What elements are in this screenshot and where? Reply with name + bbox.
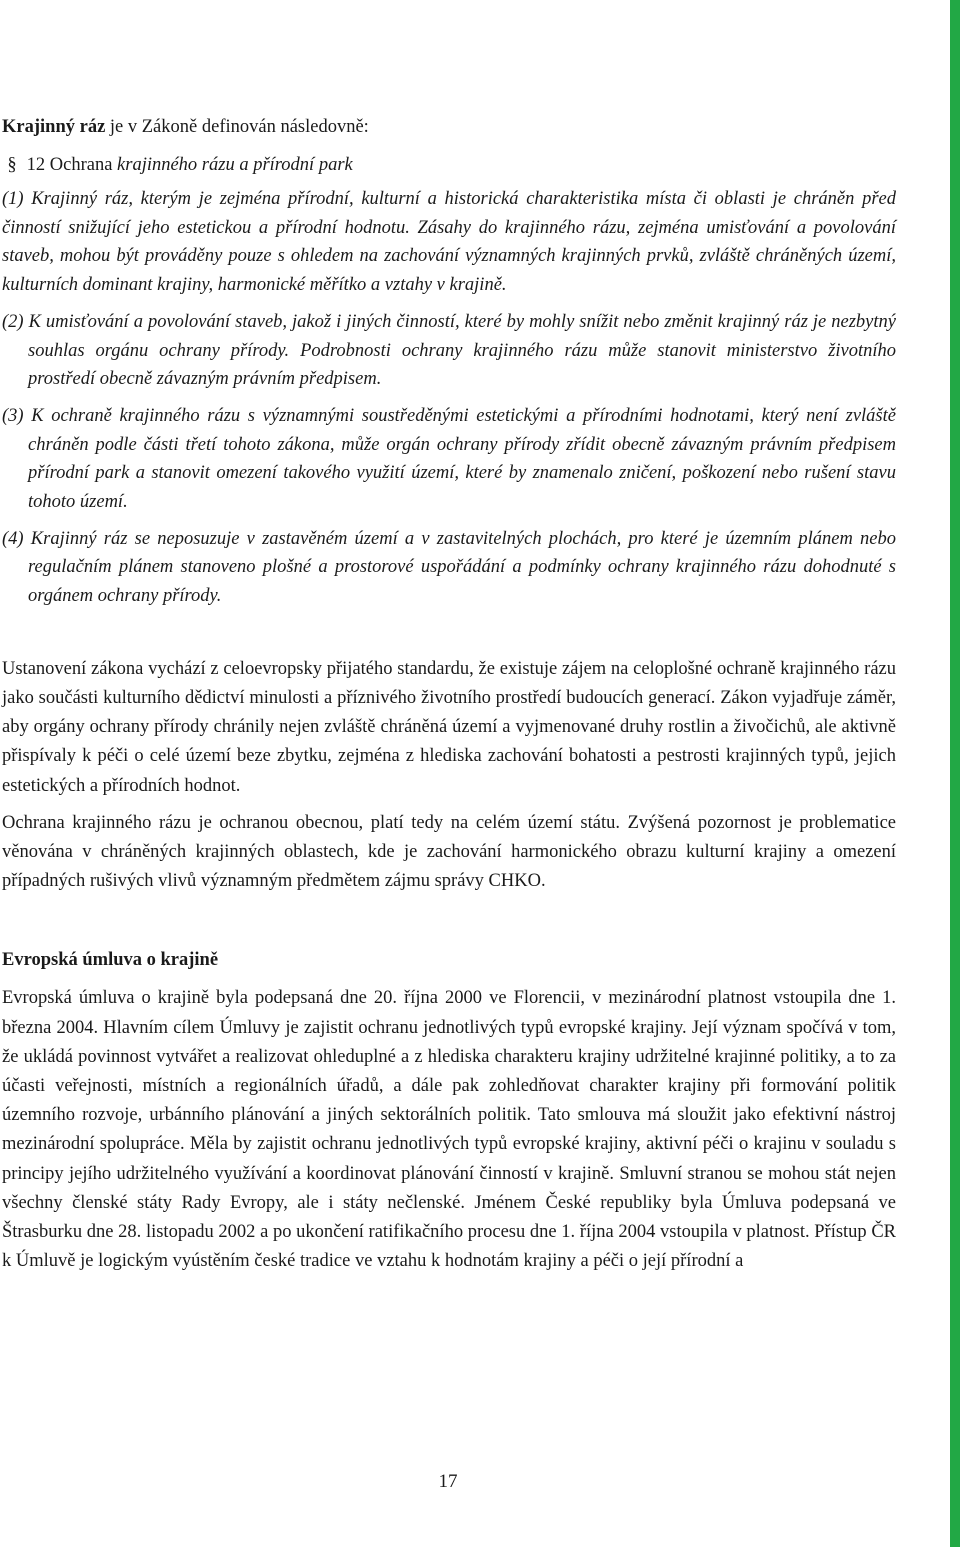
law-paragraph-3: (3) K ochraně krajinného rázu s významnými soustředěnými estetickými a přírodními hodnotami, který není zvláště chráněn podle části třetí tohoto zákona, může orgán ochrany přírody zřídit obecně závazným právním předpisem přírodní park a stanovit omezení takového využití území, které by znamenalo zničení, poškození nebo rušení stavu tohoto území.	[2, 405, 896, 513]
law-paragraph-4: (4) Krajinný ráz se neposuzuje v zastavěném území a v zastavitelných plochách, pro které je územním plánem nebo regulačním plánem stanoveno plošné a prostorové uspořádání a podmínky ochrany krajinného rázu dohodnuté s orgánem ochrany přírody.	[2, 528, 896, 607]
section-number: 12 Ochrana	[26, 155, 113, 175]
law-quotation	[0, 185, 896, 611]
section-symbol: §	[7, 155, 17, 175]
lead-rest: je v Zákoně definován následovně:	[105, 117, 369, 137]
lead-term: Krajinný ráz	[2, 117, 106, 137]
page-edge-accent-bar	[950, 0, 960, 1547]
law-paragraph-2: (2) K umisťování a povolování staveb, jakož i jiných činností, které by mohly snížit nebo změnit krajinný ráz je nezbytný souhlas orgánu ochrany přírody. Podrobnosti ochrany krajinného rázu může stanovit ministerstvo životního prostředí obecně závazným právním předpisem.	[2, 311, 896, 390]
law-section-title	[2, 151, 896, 179]
section-title-text: krajinného rázu a přírodní park	[112, 155, 353, 175]
commentary	[0, 655, 896, 897]
lead-sentence	[2, 113, 896, 141]
convention-paragraph-1: Evropská úmluva o krajině byla podepsaná dne 20. října 2000 ve Florencii, v mezinárodní platnost vstoupila dne 1. března 2004. Hlavním cílem Úmluvy je zajistit ochranu jednotlivých typů evropské krajiny. Její význam spočívá v tom, že ukládá povinnost vytvářet a realizovat ohleduplné a z hlediska charakteru krajiny udržitelné krajinné politiky, a to za účasti veřejnosti, místních a regionálních úřadů, a dále pak zohledňovat charakter krajiny při formování politik územního rozvoje, urbánního plánování a jiných sektorálních politik. Tato smlouva má sloužit jako efektivní nástroj mezinárodní spolupráce. Měla by zajistit ochranu jednotlivých typů evropské krajiny, aktivní péči o krajinu v souladu s principy jejího udržitelného využívání a koordinovat plánování činností v krajině. Smluvní stranou se mohou stát nejen všechny členské státy Rady Evropy, ale i státy nečlenské. Jménem České republiky byla Úmluva podepsaná ve Štrasburku dne 28. listopadu 2002 a po ukončení ratifikačního procesu dne 1. října 2004 vstoupila v platnost. Přístup ČR k Úmluvě je logickým vyústěním české tradice ve vztahu k hodnotám krajiny a péči o její přírodní a	[2, 988, 896, 1272]
section-heading: Evropská úmluva o krajině	[2, 950, 219, 971]
law-paragraph-1: (1) Krajinný ráz, kterým je zejména přírodní, kulturní a historická charakteristika místa či oblasti je chráněn před činností snižující jeho estetickou a přírodní hodnotu. Zásahy do krajinného rázu, zejména umisťování a povolování staveb, mohou být prováděny pouze s ohledem na zachování významných krajinných prvků, zvláště chráněných území, kulturních dominant krajiny, harmonické měřítko a vztahy v krajině.	[2, 189, 896, 296]
page-number: 17	[438, 1471, 458, 1492]
page-content	[0, 113, 896, 1285]
convention-text	[0, 984, 896, 1276]
commentary-paragraph-1: Ustanovení zákona vychází z celoevropsky přijatého standardu, že existuje zájem na celoplošné ochraně krajinného rázu jako součásti kulturního dědictví minulosti a příznivého životního prostředí budoucích generací. Zákon vyjadřuje záměr, aby orgány ochrany přírody chránily nejen zvláště chráněná území a vyjmenované druhy rostlin a živočichů, ale aktivně přispívaly k péči o celé území beze zbytku, zejména z hlediska zachování bohatosti a pestrosti krajinných typů, jejich estetických a přírodních hodnot.	[2, 658, 896, 796]
commentary-paragraph-2: Ochrana krajinného rázu je ochranou obecnou, platí tedy na celém území státu. Zvýšená pozornost je problematice věnována v chráněných krajinných oblastech, kde je zachování harmonického obrazu kulturní krajiny a omezení případných rušivých vlivů významným předmětem zájmu správy CHKO.	[2, 812, 896, 892]
